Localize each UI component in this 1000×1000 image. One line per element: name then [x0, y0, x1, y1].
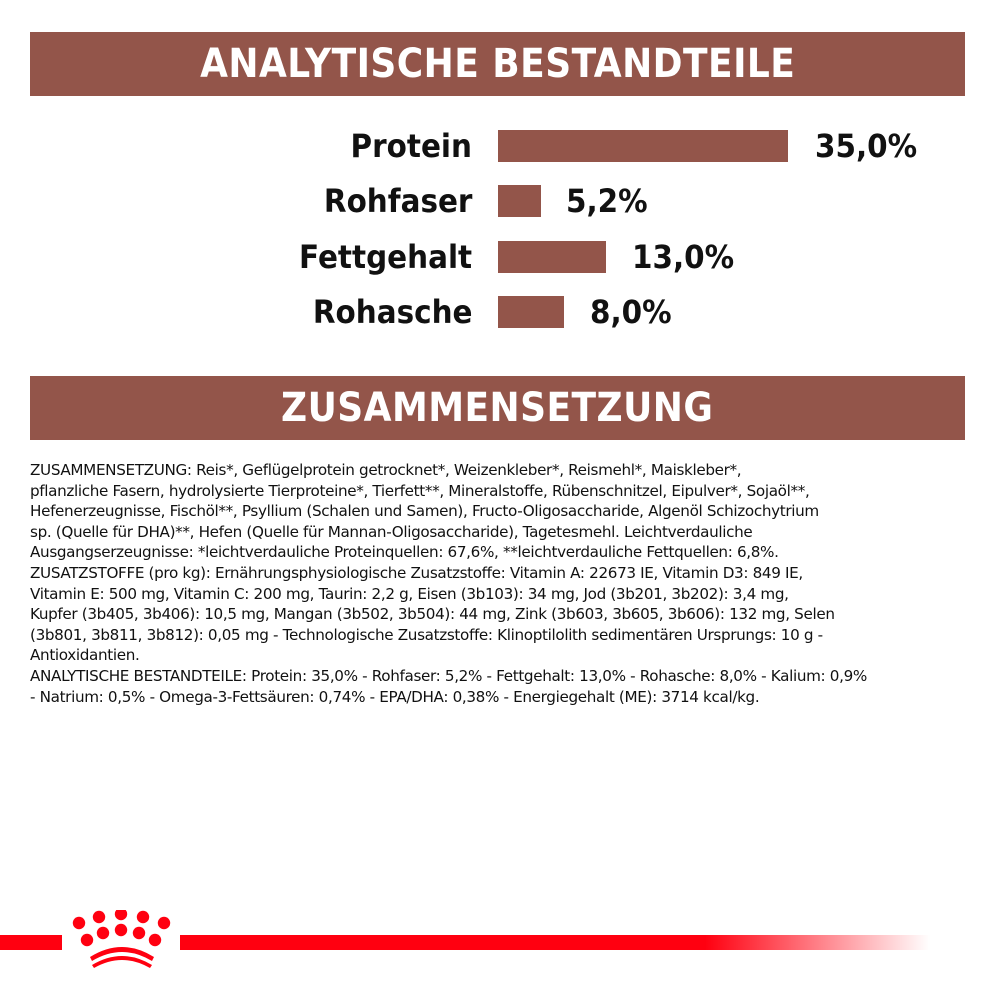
composition-header-band — [30, 376, 965, 440]
row-label: Rohfaser — [323, 182, 472, 220]
chart-row-protein — [0, 129, 1000, 163]
analytics-title: ANALYTISCHE BESTANDTEILE — [199, 41, 796, 87]
brand-line-right — [180, 935, 930, 950]
composition-line: pflanzliche Fasern, hydrolysierte Tierproteine*, Tierfett**, Mineralstoffe, Rübenschnitzel, Eipulver*, Sojaöl**, — [30, 481, 810, 500]
composition-line: ZUSAMMENSETZUNG: Reis*, Geflügelprotein getrocknet*, Weizenkleber*, Reismehl*, Maiskleber*, — [30, 461, 742, 479]
analytics-header-band — [30, 32, 965, 96]
composition-text — [30, 460, 975, 707]
row-value: 13,0% — [632, 238, 735, 276]
composition-title: ZUSAMMENSETZUNG — [281, 385, 714, 431]
composition-line: Hefenerzeugnisse, Fischöl**, Psyllium (Schalen und Samen), Fructo-Oligosaccharide, Algenöl Schizochytrium — [30, 502, 819, 521]
chart-row-fettgehalt — [0, 240, 1000, 274]
composition-line: sp. (Quelle für DHA)**, Hefen (Quelle für Mannan-Oligosaccharide), Tagetesmehl. Leichtverdauliche — [30, 522, 753, 541]
royal-canin-crown-icon — [68, 910, 180, 980]
composition-line: ANALYTISCHE BESTANDTEILE: Protein: 35,0% - Rohfaser: 5,2% - Fettgehalt: 13,0% - Rohasche: 8,0% - Kalium: 0,9% — [30, 666, 867, 685]
row-label: Rohasche — [312, 293, 472, 331]
row-value: 8,0% — [590, 293, 672, 331]
chart-row-rohasche — [0, 295, 1000, 329]
composition-line: ZUSATZSTOFFE (pro kg): Ernährungsphysiologische Zusatzstoffe: Vitamin A: 22673 IE, Vitamin D3: 849 IE, — [30, 563, 803, 582]
composition-line: Ausgangserzeugnisse: *leichtverdauliche Proteinquellen: 67,6%, **leichtverdauliche Fettquellen: 6,8%. — [30, 543, 779, 562]
row-label: Protein — [350, 127, 472, 165]
row-label: Fettgehalt — [298, 238, 472, 276]
composition-line: (3b801, 3b811, 3b812): 0,05 mg - Technologische Zusatzstoffe: Klinoptilolith sedimentären Ursprungs: 10 g - — [30, 625, 823, 644]
composition-line: Antioxidantien. — [30, 646, 140, 665]
composition-line: Vitamin E: 500 mg, Vitamin C: 200 mg, Taurin: 2,2 g, Eisen (3b103): 34 mg, Jod (3b201, 3b202): 3,4 mg, — [30, 584, 789, 603]
row-bar — [498, 130, 788, 162]
row-bar — [498, 296, 564, 328]
chart-row-rohfaser — [0, 184, 1000, 218]
row-value: 5,2% — [566, 182, 648, 220]
row-bar — [498, 241, 606, 273]
brand-line-left — [0, 935, 62, 950]
composition-line: - Natrium: 0,5% - Omega-3-Fettsäuren: 0,74% - EPA/DHA: 0,38% - Energiegehalt (ME): 3714 kcal/kg. — [30, 687, 760, 706]
row-value: 35,0% — [815, 127, 918, 165]
row-bar — [498, 185, 541, 217]
composition-line: Kupfer (3b405, 3b406): 10,5 mg, Mangan (3b502, 3b504): 44 mg, Zink (3b603, 3b605, 3b606): 132 mg, Selen — [30, 605, 835, 624]
